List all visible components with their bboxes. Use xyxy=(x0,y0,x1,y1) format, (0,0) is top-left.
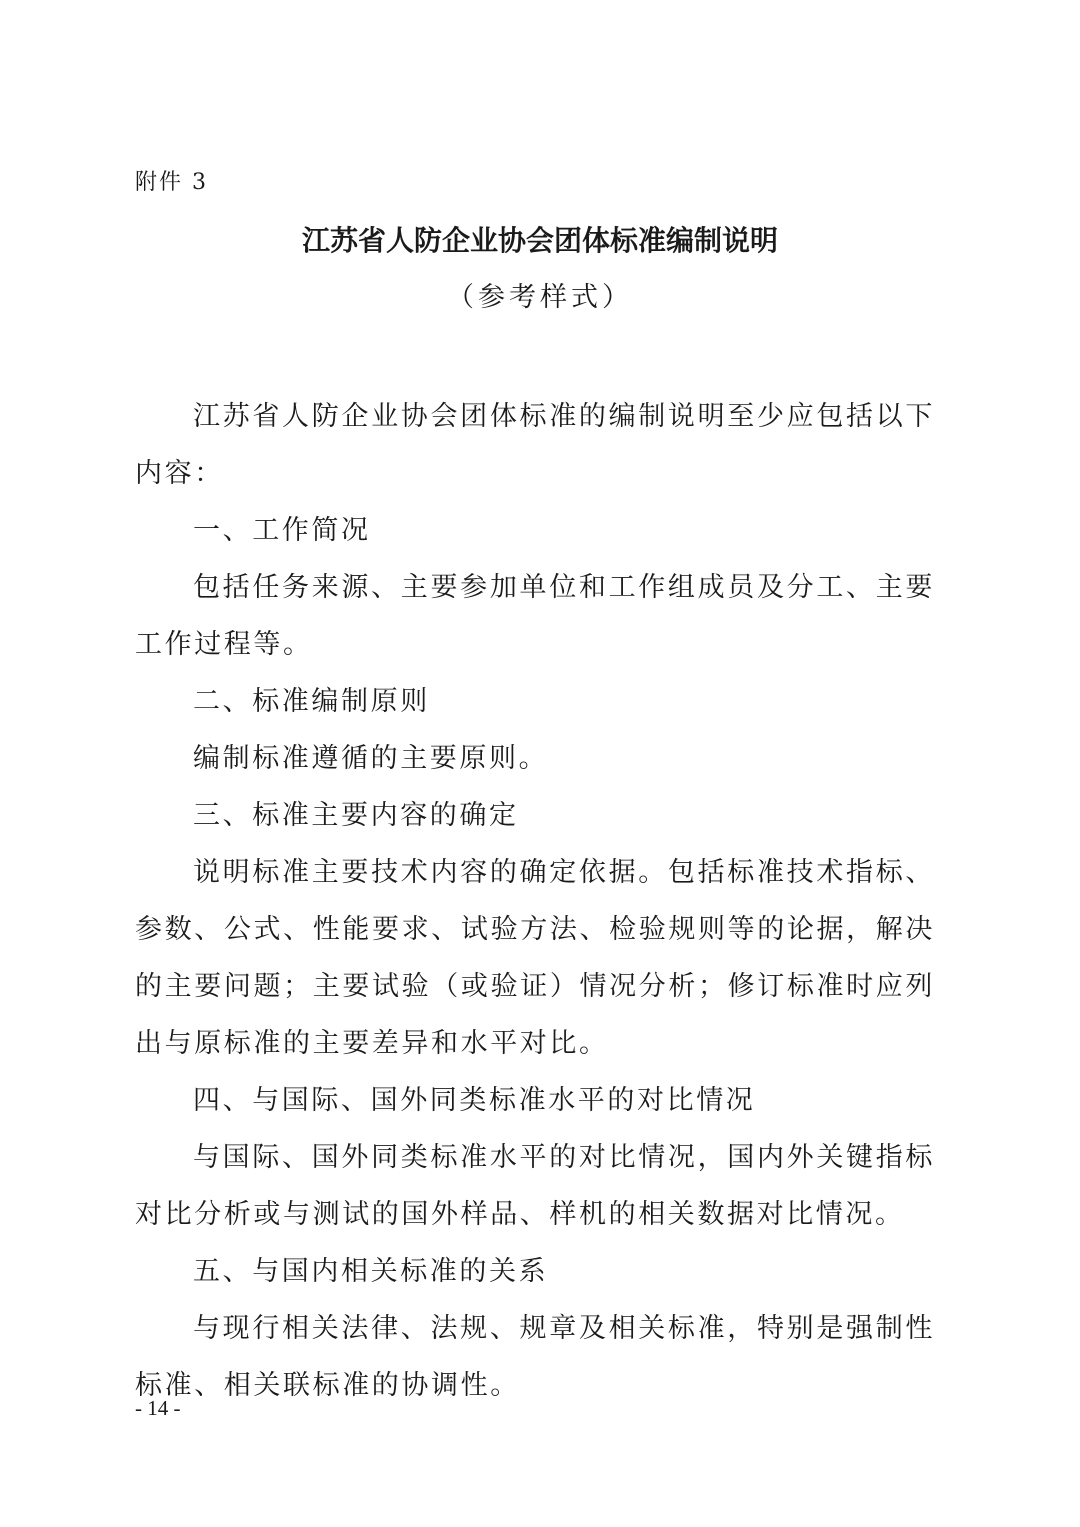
section-body-1: 包括任务来源、主要参加单位和工作组成员及分工、主要工作过程等。 xyxy=(135,572,935,660)
attachment-label: 附件 3 xyxy=(135,170,208,195)
section-heading-1: 一、工作简况 xyxy=(193,515,371,546)
section-body-5: 与现行相关法律、法规、规章及相关标准，特别是强制性标准、相关联标准的协调性。 xyxy=(135,1313,935,1401)
section-body-2: 编制标准遵循的主要原则。 xyxy=(193,743,549,774)
section-body-4: 与国际、国外同类标准水平的对比情况，国内外关键指标对比分析或与测试的国外样品、样机的相关数据对比情况。 xyxy=(135,1142,935,1230)
section-heading-5: 五、与国内相关标准的关系 xyxy=(193,1256,549,1287)
section-body-3: 说明标准主要技术内容的确定依据。包括标准技术指标、参数、公式、性能要求、试验方法、检验规则等的论据，解决的主要问题；主要试验（或验证）情况分析；修订标准时应列出与原标准的主要差异和水平对比。 xyxy=(135,857,935,1059)
section-heading-4: 四、与国际、国外同类标准水平的对比情况 xyxy=(193,1085,756,1116)
document-title: 江苏省人防企业协会团体标准编制说明 xyxy=(301,224,778,257)
section-heading-3: 三、标准主要内容的确定 xyxy=(193,800,519,831)
document-body xyxy=(135,388,935,1414)
document-subtitle: （参考样式） xyxy=(447,282,633,313)
page-number: - 14 - xyxy=(135,1396,181,1420)
section-heading-2: 二、标准编制原则 xyxy=(193,686,430,717)
intro-paragraph: 江苏省人防企业协会团体标准的编制说明至少应包括以下内容： xyxy=(135,401,935,489)
